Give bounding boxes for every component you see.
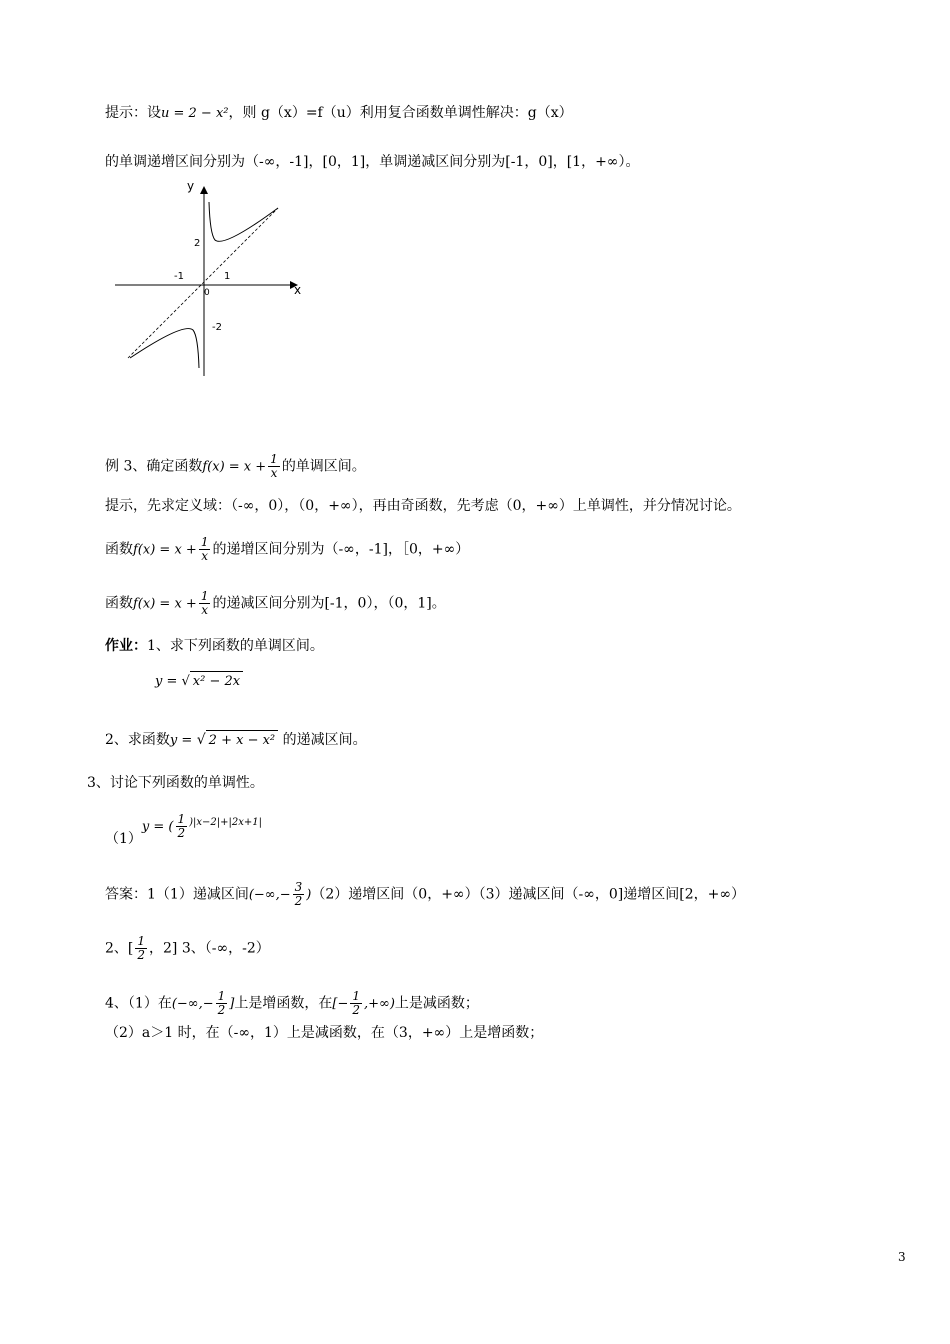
ans1-prefix: 答案：1（1）递减区间 [105,886,249,903]
homework-2: 2、求函数y = √ 2 + x − x² 的递减区间。 [105,730,367,751]
answer-1 [105,881,745,908]
increasing-intervals [105,536,469,563]
hint-suffix: ，则 g（x）=f（u）利用复合函数单调性解决：g（x） [228,105,573,121]
tick-label-neg2: -2 [212,322,222,333]
tick-label-2: 2 [194,238,201,249]
dec-prefix: 函数 [105,595,133,612]
y-axis-label: y [187,179,195,193]
fraction-denominator: 2 [352,1003,360,1017]
homework-3-1 [105,812,263,847]
ans4-fraction-2 [350,990,362,1017]
dec-fraction [199,590,211,617]
hw1-lhs: y = [155,674,178,689]
ans1-interval-right: ) [306,887,312,903]
dec-suffix: 的递减区间分别为[-1，0），（0，1]。 [212,595,446,612]
homework-heading [105,636,324,656]
dec-func: f(x) = x + [133,596,197,612]
answer-2-3 [105,935,270,962]
ans2-fraction [135,935,147,962]
homework-label: 作业： [105,638,147,654]
ans1-suffix: （2）递增区间（0，+∞）（3）递减区间（-∞，0]递增区间[2，+∞） [311,886,746,903]
example-3 [105,453,366,480]
ans4-interval1-right: ] [229,996,235,1012]
hw2-suffix: 的递减区间。 [282,732,367,748]
function-graph [112,178,312,378]
homework-1-function: y = √ x² − 2x [155,671,243,692]
decreasing-intervals [105,590,446,617]
tick-label-neg1: -1 [174,271,184,282]
fraction-denominator: 2 [137,948,146,962]
answer-4 [105,990,479,1017]
fraction-numerator: 1 [200,535,209,549]
ans2-suffix: ，2] 3、（-∞，-2） [149,940,270,957]
example-3-prefix: 例 3、确定函数 [105,458,203,475]
ans1-interval-left: (−∞,− [248,887,291,903]
inc-fraction [199,536,211,563]
ans4-interval2-right: ,+∞) [363,996,395,1012]
answer-4-part-2: （2）a＞1 时，在（-∞，1）上是减函数，在（3，+∞）上是增函数； [105,1025,544,1041]
hint-line-1 [105,103,573,124]
hint-3: 提示，先求定义域：（-∞，0），（0，+∞），再由奇函数，先考虑（0，+∞）上单调性，并分情况讨论。 [105,498,741,514]
tick-label-origin: 0 [204,288,210,298]
hw1-radicand: x² − 2x [190,671,243,692]
right-branch [209,202,278,241]
example-3-suffix: 的单调区间。 [281,458,366,475]
fraction-numerator: 1 [270,452,278,466]
hw3-1-lhs: y = ( [141,819,174,835]
hw2-lhs: y = [169,733,193,748]
ans1-fraction [293,881,305,908]
hw3-1-fraction [176,813,188,840]
fraction-numerator: 1 [137,934,146,948]
ans2-prefix: 2、[ [105,940,134,957]
example-3-fraction [268,453,280,480]
ans4-suffix: 上是减函数； [394,995,479,1012]
inc-func: f(x) = x + [133,542,197,558]
hw3-1-exponent: )|x−2|+|2x+1| [189,817,263,828]
fraction-denominator: 2 [217,1003,226,1017]
ans4-prefix: 4、（1）在 [105,995,172,1012]
y-axis-arrow [200,186,208,194]
inc-prefix: 函数 [105,541,133,558]
left-branch [130,329,199,368]
substitution-formula: u = 2 − x² [161,106,229,121]
fraction-denominator: 2 [294,894,303,908]
hw2-prefix: 2、求函数 [105,732,170,748]
page-number: 3 [898,1250,906,1264]
ans4-mid: 上是增函数，在 [234,995,333,1012]
hint-line-2: 的单调递增区间分别为（-∞，-1]，[0，1]，单调递减区间分别为[-1，0]，[1，+∞）。 [105,154,640,170]
hw3-1-label: （1） [105,830,142,847]
tick-label-1: 1 [224,271,231,282]
fraction-numerator: 1 [352,989,360,1003]
homework-3: 3、讨论下列函数的单调性。 [87,775,264,791]
fraction-numerator: 1 [217,989,226,1003]
hint-prefix: 提示：设 [105,105,161,121]
homework-text: 1、求下列函数的单调区间。 [147,638,324,654]
fraction-denominator: x [201,603,209,617]
fraction-denominator: 2 [177,826,186,841]
inc-suffix: 的递增区间分别为（-∞，-1]，［0，+∞） [212,541,470,558]
fraction-denominator: x [270,466,278,480]
example-3-func: f(x) = x + [202,459,267,475]
fraction-numerator: 1 [177,812,186,827]
ans4-fraction-1 [216,990,228,1017]
fraction-numerator: 1 [200,589,209,603]
hw2-radicand: 2 + x − x² [206,730,278,751]
x-axis-label: x [294,283,302,297]
fraction-denominator: x [201,549,209,563]
fraction-numerator: 3 [294,880,303,894]
asymptote-line [128,208,278,358]
ans4-interval2-left: [− [332,996,349,1012]
ans4-interval1-left: (−∞,− [171,996,214,1012]
